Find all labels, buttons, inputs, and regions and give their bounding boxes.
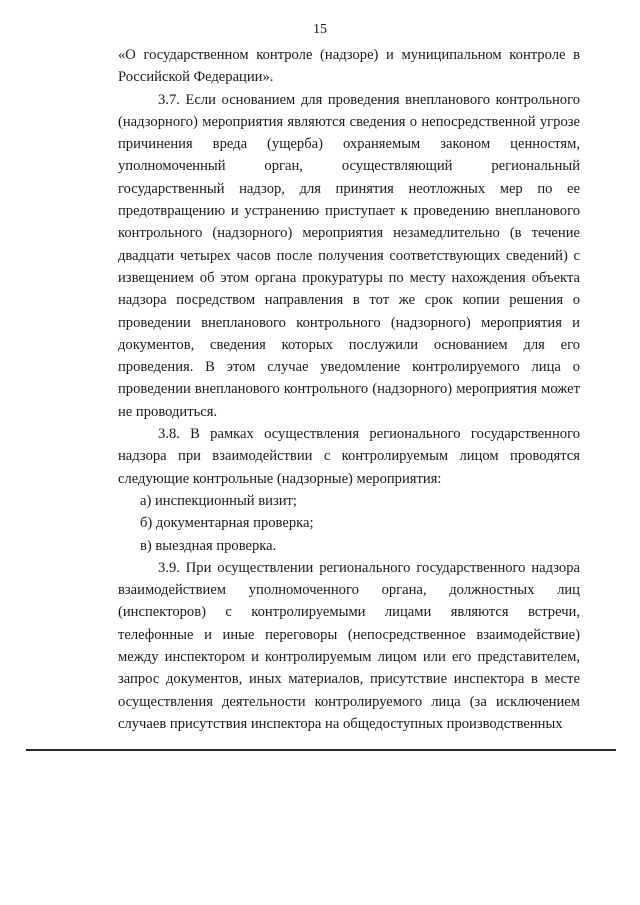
paragraph-3-7: 3.7. Если основанием для проведения внепланового контрольного (надзорного) мероприятия являются сведения о непосредственной угрозе причинения вреда (ущерба) охраняемым законом ценностям, уполномоченный орган, осуществляющий региональный государственный надзор, для принятия неотложных мер по ее предотвращению и устранению приступает к проведению внепланового контрольного (надзорного) мероприятия незамедлительно (в течение двадцати четырех часов после получения соответствующих сведений) с извещением об этом органа прокуратуры по месту нахождения объекта надзора посредством направления в тот же срок копии решения о проведении внепланового контрольного (надзорного) мероприятия и документов, сведения которых послужили основанием для его проведения. В этом случае уведомление контролируемого лица о проведении внепланового контрольного (надзорного) мероприятия может не проводиться. bbox=[118, 91, 580, 420]
list-item-b: б) документарная проверка; bbox=[140, 515, 314, 532]
paragraph-3-8: 3.8. В рамках осуществления регионального государственного надзора при взаимодействии с контролируемым лицом проводятся следующие контрольные (надзорные) мероприятия: bbox=[118, 426, 580, 487]
paragraph-continuation: «О государственном контроле (надзоре) и муниципальном контроле в Российской Федерации». bbox=[118, 47, 580, 86]
page-number: 15 bbox=[313, 22, 327, 37]
document-body bbox=[118, 44, 580, 735]
paragraph-3-9: 3.9. При осуществлении регионального государственного надзора взаимодействием уполномоченного органа, должностных лиц (инспекторов) с контролируемыми лицами являются встречи, телефонные и иные переговоры (непосредственное взаимодействие) между инспектором и контролируемым лицом или его представителем, запрос документов, иных материалов, присутствие инспектора в месте осуществления деятельности контролируемого лица (за исключением случаев присутствия инспектора на общедоступных производственных bbox=[118, 559, 580, 732]
list-item-c: в) выездная проверка. bbox=[140, 537, 277, 554]
page-bottom-divider bbox=[26, 749, 616, 751]
list-item-a: а) инспекционный визит; bbox=[140, 492, 297, 509]
